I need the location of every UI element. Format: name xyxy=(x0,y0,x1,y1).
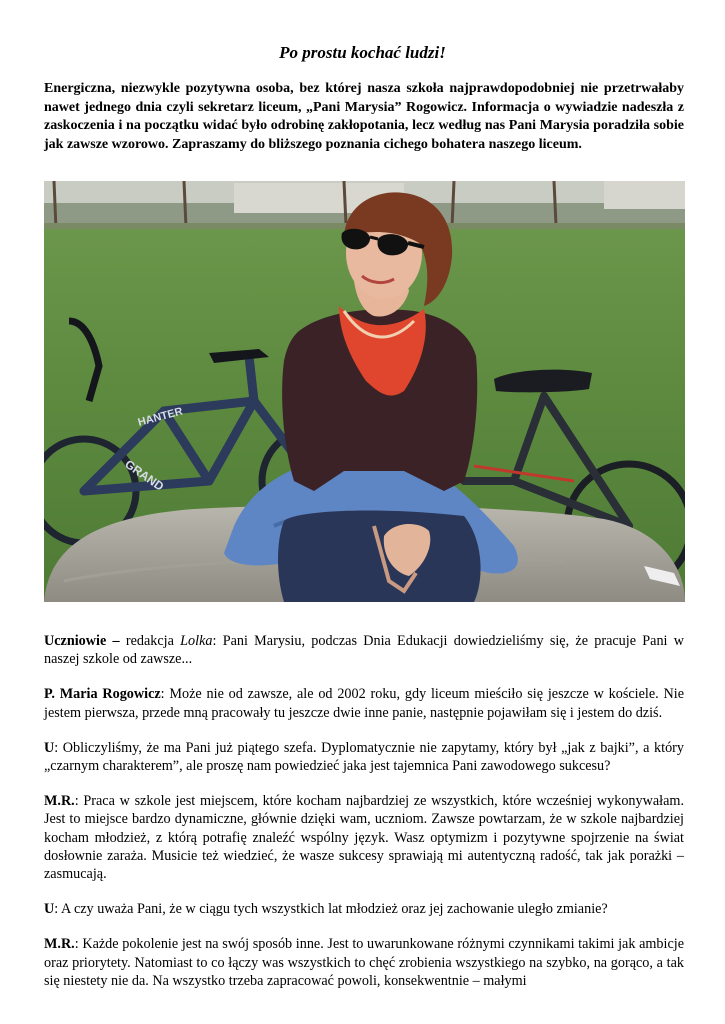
interview-paragraph: M.R.: Praca w szkole jest miejscem, które kocham najbardziej ze wszystkich, które wcześniej wykonywałam. Jest to miejsce bardzo dynamiczne, głównie dzięki wam, uczniom. Zawsze powtarzam, że w szkole najbardziej kocham młodzież, z którą potrafię znaleźć wspólny język. Wasz optymizm i pozytywne spojrzenie na świat dosłownie zaraża. Musicie też wiedzieć, że wasze sukcesy sprawiają mi autentyczną radość, tak jak porażki – zasmucają. xyxy=(44,793,684,883)
interview-paragraph: U: A czy uważa Pani, że w ciągu tych wszystkich lat młodzież oraz jej zachowanie uległo zmianie? xyxy=(44,901,608,918)
photo-woman-on-rock-with-bicycles xyxy=(44,181,685,602)
article-lead: Energiczna, niezwykle pozytywna osoba, bez której nasza szkoła najprawdopodobniej nie przetrwałaby nawet jednego dnia czyli sekretarz liceum, „Pani Marysia” Rogowicz. Informacja o wywiadzie nadeszła z zaskoczenia i na początku widać było odrobinę zakłopotania, lecz według nas Pani Marysia poradziła sobie jak zawsze wzorowo. Zapraszamy do bliższego poznania cichego bohatera naszego liceum. xyxy=(44,81,684,152)
speaker-label: Uczniowie – xyxy=(44,633,120,649)
article-title: Po prostu kochać ludzi! xyxy=(279,43,446,62)
interview-paragraph: M.R.: Każde pokolenie jest na swój sposób inne. Jest to uwarunkowane różnymi czynnikami takimi jak ambicje oraz priorytety. Natomiast to co łączy was wszystkich to chęć zrobienia wszystkiego na szybko, na gorąco, a tak się niestety nie da. Na wszystko trzeba zapracować powoli, konsekwentnie – małymi xyxy=(44,936,684,989)
speaker-label: U xyxy=(44,739,55,756)
interview-body xyxy=(44,632,684,1007)
speaker-label: M.R. xyxy=(44,793,75,810)
bike-frame-label: HANTER xyxy=(136,405,185,429)
speaker-label: P. Maria Rogowicz xyxy=(44,686,161,703)
interview-paragraph: Uczniowie – redakcja Lolka: Pani Marysiu, podczas Dnia Edukacji dowiedzieliśmy się, że pracuje Pani w naszej szkole od zawsze... xyxy=(44,633,684,668)
magazine-name: Lolka xyxy=(180,633,213,649)
bike-fork-label: GRAND xyxy=(122,456,167,494)
speaker-label: M.R. xyxy=(44,936,75,953)
interview-paragraph: U: Obliczyliśmy, że ma Pani już piątego szefa. Dyplomatycznie nie zapytamy, który był „jak z bajki”, a który „czarnym charakterem”, ale proszę nam powiedzieć jaka jest tajemnica Pani zawodowego sukcesu? xyxy=(44,739,684,775)
speaker-label: U xyxy=(44,901,55,918)
interview-paragraph: P. Maria Rogowicz: Może nie od zawsze, ale od 2002 roku, gdy liceum mieściło się jeszcze w kościele. Nie jestem pierwsza, przede mną pracowały tu jeszcze dwie inne panie, następnie pojawiłam się i jestem do dziś. xyxy=(44,686,684,721)
